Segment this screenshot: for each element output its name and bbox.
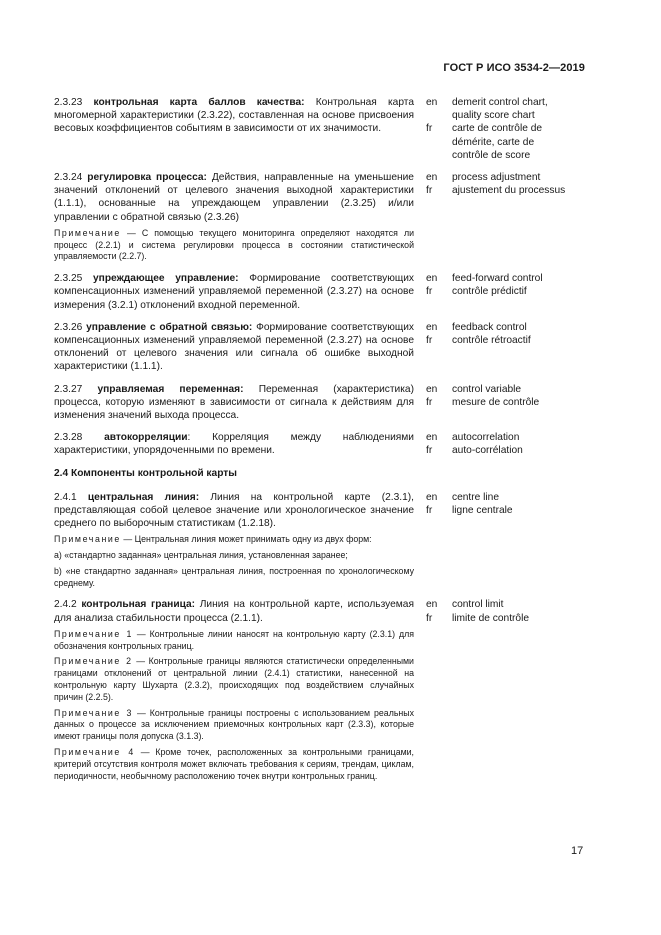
term-note bbox=[54, 534, 414, 546]
language-code: fr bbox=[426, 396, 433, 408]
term-entry bbox=[54, 491, 609, 590]
translation-term: process adjustment bbox=[452, 172, 541, 184]
term-definition bbox=[54, 321, 414, 374]
term-text: Формирование соответствующих компенсационных изменений управляемой переменной (2.3.27) на основе измерения (3.2.1) отклонений входной переменной. bbox=[54, 273, 414, 311]
definition-paragraph bbox=[54, 383, 414, 423]
term-entry bbox=[54, 171, 609, 263]
translation-term: autocorrelation bbox=[452, 432, 520, 444]
translation-term: contrôle de score bbox=[452, 149, 531, 161]
definition-paragraph bbox=[54, 272, 414, 312]
term-note bbox=[54, 550, 414, 562]
translation-term: control variable bbox=[452, 383, 522, 395]
language-code: en bbox=[426, 273, 438, 285]
definition-paragraph bbox=[54, 321, 414, 374]
term-entry bbox=[54, 96, 609, 162]
definition-paragraph bbox=[54, 598, 414, 624]
note-label: Примечание 2 bbox=[54, 656, 133, 667]
term-note bbox=[54, 629, 414, 653]
term-number: 2.4.2 bbox=[54, 599, 77, 611]
language-code: fr bbox=[426, 123, 433, 135]
term-text: Линия на контрольной карте (2.3.1), представляющая собой целевое значение или хронологическое значение среднего по выборочным статистикам (1.2.18). bbox=[54, 491, 414, 530]
language-code: en bbox=[426, 383, 438, 395]
term-entry bbox=[54, 383, 609, 423]
note-text: — С помощью текущего мониторинга определяют находятся ли процесс (2.2.1) и система регулировки процесса в состоянии статистической управляемости (2.2.7). bbox=[54, 227, 414, 262]
term-text: Действия, направленные на уменьшение значений отклонений от целевого значения выходной характеристики (1.1.1), основанные на упреждающем управлении (2.3.25) и/или управлении с обратной связью (2.3.26) bbox=[54, 172, 414, 223]
translation-line bbox=[426, 285, 609, 298]
term-definition bbox=[54, 431, 414, 457]
term-definition bbox=[54, 171, 414, 263]
term-definition bbox=[54, 598, 414, 782]
note-text: — Контрольные границы построены с использованием реальных данных о процессе за исключением приемочных контрольных карт (2.3.3), которые имеют границы поля допуска (3.1.3). bbox=[54, 707, 414, 742]
standard-designation: ГОСТ Р ИСО 3534-2—2019 bbox=[443, 62, 585, 74]
translation-term: control limit bbox=[452, 599, 504, 611]
translation-line bbox=[426, 444, 609, 457]
language-code: en bbox=[426, 599, 438, 611]
translation-term: demerit control chart, bbox=[452, 97, 548, 108]
term-text: Переменная (характеристика) процесса, которую изменяют в зависимости от сигнала к действиям для изменения значений выхода процесса. bbox=[54, 383, 414, 422]
term-number: 2.3.24 bbox=[54, 172, 83, 184]
note-text: b) «не стандартно заданная» центральная линия, построенная по хронологическому среднему. bbox=[54, 565, 414, 588]
language-code bbox=[426, 109, 452, 122]
note-text: a) «стандартно заданная» центральная линия, установленная заранее; bbox=[54, 550, 348, 561]
entries-block-2-4 bbox=[54, 491, 609, 783]
translation-term: quality score chart bbox=[452, 110, 535, 122]
language-code: en bbox=[426, 321, 438, 333]
term-translations bbox=[426, 598, 609, 782]
term-translations bbox=[426, 383, 609, 423]
translation-term: contrôle prédictif bbox=[452, 286, 527, 298]
definition-paragraph bbox=[54, 171, 414, 224]
note-label: Примечание bbox=[54, 534, 121, 545]
translation-line bbox=[426, 431, 609, 444]
language-code: fr bbox=[426, 335, 433, 347]
translation-line bbox=[426, 612, 609, 625]
language-code: fr bbox=[426, 445, 433, 457]
term-translations bbox=[426, 96, 609, 162]
term-name: контрольная карта баллов качества: bbox=[93, 97, 305, 108]
note-text: — Контрольные границы являются статистически определенными границами отклонений от центральной линии (2.4.1) статистики, нанесенной на контрольную карту Шухарта (2.3.2), происходящих под воздействием случайных причин (2.2.5). bbox=[54, 656, 414, 702]
term-name: упреждающее управление: bbox=[93, 273, 239, 285]
term-definition bbox=[54, 491, 414, 590]
term-translations bbox=[426, 321, 609, 374]
term-name: регулировка процесса: bbox=[87, 172, 207, 184]
translation-line bbox=[426, 491, 609, 504]
language-code: fr bbox=[426, 185, 433, 197]
term-definition bbox=[54, 383, 414, 423]
term-note bbox=[54, 656, 414, 703]
term-text: Линия на контрольной карте, используемая для анализа стабильности процесса (2.1.1). bbox=[54, 599, 414, 624]
language-code: en bbox=[426, 97, 438, 108]
note-text: — Кроме точек, расположенных за контрольными границами, критерий отсутствия контроля может включать требования к сериям, трендам, циклам, периодичности, необычному расположению точек внутри контрольных границ. bbox=[54, 747, 414, 781]
term-number: 2.3.27 bbox=[54, 383, 83, 395]
term-number: 2.3.25 bbox=[54, 273, 83, 285]
term-translations bbox=[426, 491, 609, 590]
translation-term: mesure de contrôle bbox=[452, 396, 540, 408]
term-text: Контрольная карта многомерной характеристики (2.3.22), составленная на основе присвоения весовых коэффициентов событиям в зависимости от их значимости. bbox=[54, 97, 414, 135]
entries-block-2-3 bbox=[54, 96, 609, 458]
translation-line bbox=[426, 109, 609, 122]
translation-line bbox=[426, 396, 609, 409]
term-translations bbox=[426, 272, 609, 312]
page-number: 17 bbox=[571, 845, 584, 857]
language-code: en bbox=[426, 432, 438, 444]
translation-line bbox=[426, 184, 609, 197]
note-text: — Контрольные линии наносят на контрольную карту (2.3.1) для обозначения контрольных границ. bbox=[54, 628, 414, 651]
translation-line bbox=[426, 321, 609, 334]
language-code: fr bbox=[426, 612, 433, 624]
translation-term: ligne centrale bbox=[452, 504, 513, 516]
translation-line bbox=[426, 136, 609, 149]
term-number: 2.3.26 bbox=[54, 321, 83, 333]
term-note bbox=[54, 566, 414, 590]
term-entry bbox=[54, 321, 609, 374]
note-label: Примечание bbox=[54, 227, 121, 238]
term-note bbox=[54, 747, 414, 782]
term-text: : Корреляция между наблюдениями характеристики, упорядоченными по времени. bbox=[54, 432, 414, 457]
term-entry bbox=[54, 431, 609, 457]
term-name: управляемая переменная: bbox=[97, 383, 244, 395]
language-code bbox=[426, 136, 452, 149]
term-name: центральная линия: bbox=[87, 491, 200, 503]
translation-line bbox=[426, 383, 609, 396]
translation-term: contrôle rétroactif bbox=[452, 335, 531, 347]
section-heading: 2.4 Компоненты контрольной карты bbox=[54, 467, 237, 479]
translation-line bbox=[426, 96, 609, 109]
term-name: управление с обратной связью: bbox=[86, 321, 253, 333]
term-definition bbox=[54, 96, 414, 162]
language-code: fr bbox=[426, 286, 433, 298]
language-code: fr bbox=[426, 504, 433, 516]
translation-term: ajustement du processus bbox=[452, 185, 566, 197]
note-text: — Центральная линия может принимать одну из двух форм: bbox=[120, 534, 372, 545]
translation-term: feed-forward control bbox=[452, 273, 543, 285]
translation-line bbox=[426, 171, 609, 184]
note-label: Примечание 4 bbox=[54, 747, 135, 758]
term-entry bbox=[54, 598, 609, 782]
translation-line bbox=[426, 149, 609, 162]
term-number: 2.4.1 bbox=[54, 491, 77, 503]
term-text: Формирование соответствующих компенсационных изменений управляемой переменной (2.3.27) на основе отклонений от целевого значения или сигнала об ошибке выходной характеристики (1.1.1). bbox=[54, 321, 414, 373]
translation-line bbox=[426, 334, 609, 347]
term-entry bbox=[54, 272, 609, 312]
term-definition bbox=[54, 272, 414, 312]
term-name: автокорреляции bbox=[104, 432, 188, 444]
term-translations bbox=[426, 431, 609, 457]
term-translations bbox=[426, 171, 609, 263]
language-code: en bbox=[426, 491, 438, 503]
translation-line bbox=[426, 504, 609, 517]
translation-term: auto-corrélation bbox=[452, 445, 523, 457]
note-label: Примечание 1 bbox=[54, 628, 133, 639]
translation-term: carte de contrôle de bbox=[452, 123, 543, 135]
term-number: 2.3.23 bbox=[54, 97, 83, 108]
translation-line bbox=[426, 122, 609, 135]
translation-term: centre line bbox=[452, 491, 500, 503]
translation-line bbox=[426, 272, 609, 285]
note-label: Примечание 3 bbox=[54, 707, 134, 718]
term-note bbox=[54, 228, 414, 263]
definition-paragraph bbox=[54, 431, 414, 457]
translation-line bbox=[426, 598, 609, 611]
language-code bbox=[426, 149, 452, 162]
term-name: контрольная граница: bbox=[81, 599, 196, 611]
translation-term: limite de contrôle bbox=[452, 612, 530, 624]
translation-term: feedback control bbox=[452, 321, 527, 333]
definition-paragraph bbox=[54, 491, 414, 531]
translation-term: démérite, carte de bbox=[452, 136, 535, 148]
definition-paragraph bbox=[54, 96, 414, 136]
term-note bbox=[54, 708, 414, 743]
term-number: 2.3.28 bbox=[54, 432, 83, 444]
page-content bbox=[54, 96, 609, 791]
language-code: en bbox=[426, 172, 438, 184]
